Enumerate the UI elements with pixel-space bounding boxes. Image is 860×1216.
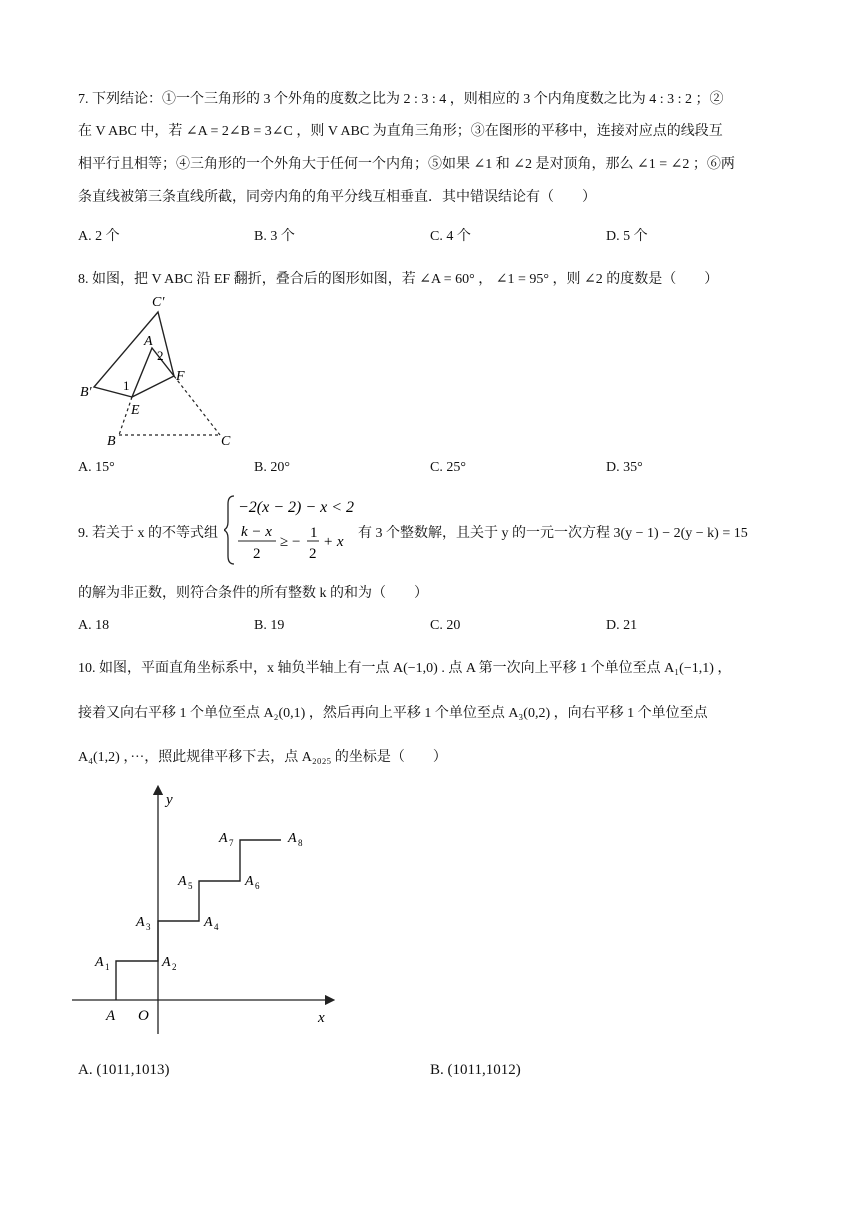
q8-label-b-prime: B′ — [80, 385, 92, 400]
q9-option-b[interactable]: B. 19 — [254, 618, 285, 633]
q7-line-2: 在 V ABC 中，若 ∠A = 2∠B = 3∠C ，则 V ABC 为直角三角形；③在图形的平移中，连接对应点的线段互 — [78, 124, 723, 139]
q10-label-a1: A — [95, 955, 104, 970]
q10-label-a5-sub: 5 — [188, 881, 193, 891]
q8-dashed-fc — [174, 376, 220, 435]
q10-label-a1-sub: 1 — [105, 962, 110, 972]
q10-label-a7-sub: 7 — [229, 838, 234, 848]
q7-option-a[interactable]: A. 2 个 — [78, 229, 120, 244]
q9-fraction-denominator: 2 — [253, 546, 261, 562]
q8-label-b: B — [107, 434, 116, 449]
q10-option-a[interactable]: A. (1011,1013) — [78, 1062, 170, 1078]
q10-label-a: A — [106, 1008, 116, 1024]
q10-label-a6: A — [245, 874, 254, 889]
q9-left-brace — [224, 496, 234, 564]
q10-label-a8-sub: 8 — [298, 838, 303, 848]
q8-label-c: C — [221, 434, 231, 449]
q8-label-a: A — [144, 334, 153, 349]
q8-label-e: E — [131, 403, 140, 418]
q9-inequality-1: −2(x − 2) − x < 2 — [238, 499, 354, 516]
q9-inequality-2-mid: ≥ − — [280, 534, 301, 550]
q10-coordinate-figure — [72, 784, 342, 1034]
q10-label-o: O — [138, 1008, 149, 1024]
q10-line-3: A₄(1,2) ，···，照此规律平移下去，点 A₂₀₂₅ 的坐标是（ ） — [78, 750, 447, 765]
q9-inequality-2-tail: + x — [323, 534, 344, 550]
q10-label-a4-sub: 4 — [214, 922, 219, 932]
q7-option-c[interactable]: C. 4 个 — [430, 229, 471, 244]
q9-inequality-system — [224, 494, 354, 566]
q8-label-angle-2: 2 — [157, 348, 164, 363]
q10-label-a2-sub: 2 — [172, 962, 177, 972]
q10-label-a4: A — [204, 915, 213, 930]
q10-option-b[interactable]: B. (1011,1012) — [430, 1062, 521, 1078]
q8-triangle-figure — [72, 290, 252, 452]
q9-option-d[interactable]: D. 21 — [606, 618, 638, 633]
q9-fraction-numerator: k − x — [241, 524, 272, 540]
q10-line-1: 10. 如图，平面直角坐标系中，x 轴负半轴上有一点 A(−1,0) . 点 A 第一次向上平移 1 个单位至点 A₁(−1,1) ， — [78, 661, 732, 676]
q8-label-c-prime: C′ — [152, 295, 165, 310]
q10-label-a3-sub: 3 — [146, 922, 151, 932]
q8-option-c[interactable]: C. 25° — [430, 460, 466, 475]
q9-option-a[interactable]: A. 18 — [78, 618, 110, 633]
q10-line-2: 接着又向右平移 1 个单位至点 A₂(0,1) ，然后再向上平移 1 个单位至点 A₃(0,2) ，向右平移 1 个单位至点 — [78, 706, 708, 721]
q7-line-1: 7. 下列结论：①一个三角形的 3 个外角的度数之比为 2 : 3 : 4 ，则相应的 3 个内角度数之比为 4 : 3 : 2 ；② — [78, 92, 724, 107]
q8-option-a[interactable]: A. 15° — [78, 460, 115, 475]
q8-stem: 8. 如图，把 V ABC 沿 EF 翻折，叠合后的图形如图，若 ∠A = 60° ， ∠1 = 95° ，则 ∠2 的度数是（ ） — [78, 272, 719, 287]
q9-line-2: 的解为非正数，则符合条件的所有整数 k 的和为（ ） — [78, 586, 428, 601]
q7-line-3: 相平行且相等；④三角形的一个外角大于任何一个内角；⑤如果 ∠1 和 ∠2 是对顶角，那么 ∠1 = ∠2 ；⑥两 — [78, 157, 735, 172]
q10-label-y: y — [166, 792, 173, 808]
q9-half-numerator: 1 — [310, 525, 318, 541]
q10-label-a8: A — [288, 831, 297, 846]
q8-label-f: F — [176, 369, 185, 384]
q10-label-x: x — [318, 1010, 325, 1026]
q9-prefix: 9. 若关于 x 的不等式组 — [78, 526, 218, 541]
q10-label-a3: A — [136, 915, 145, 930]
q10-label-a2: A — [162, 955, 171, 970]
q8-label-angle-1: 1 — [123, 378, 130, 393]
q8-inner-triangle — [132, 348, 174, 397]
q7-option-b[interactable]: B. 3 个 — [254, 229, 295, 244]
q9-suffix: 有 3 个整数解，且关于 y 的一元一次方程 3(y − 1) − 2(y − k) = 15 — [358, 526, 748, 541]
q9-option-c[interactable]: C. 20 — [430, 618, 461, 633]
q9-half-denominator: 2 — [309, 546, 317, 562]
q10-label-a5: A — [178, 874, 187, 889]
q10-label-a6-sub: 6 — [255, 881, 260, 891]
q10-label-a7: A — [219, 831, 228, 846]
q7-option-d[interactable]: D. 5 个 — [606, 229, 648, 244]
q7-line-4: 条直线被第三条直线所截，同旁内角的角平分线互相垂直．其中错误结论有（ ） — [78, 190, 596, 205]
q8-option-d[interactable]: D. 35° — [606, 460, 643, 475]
q8-option-b[interactable]: B. 20° — [254, 460, 290, 475]
